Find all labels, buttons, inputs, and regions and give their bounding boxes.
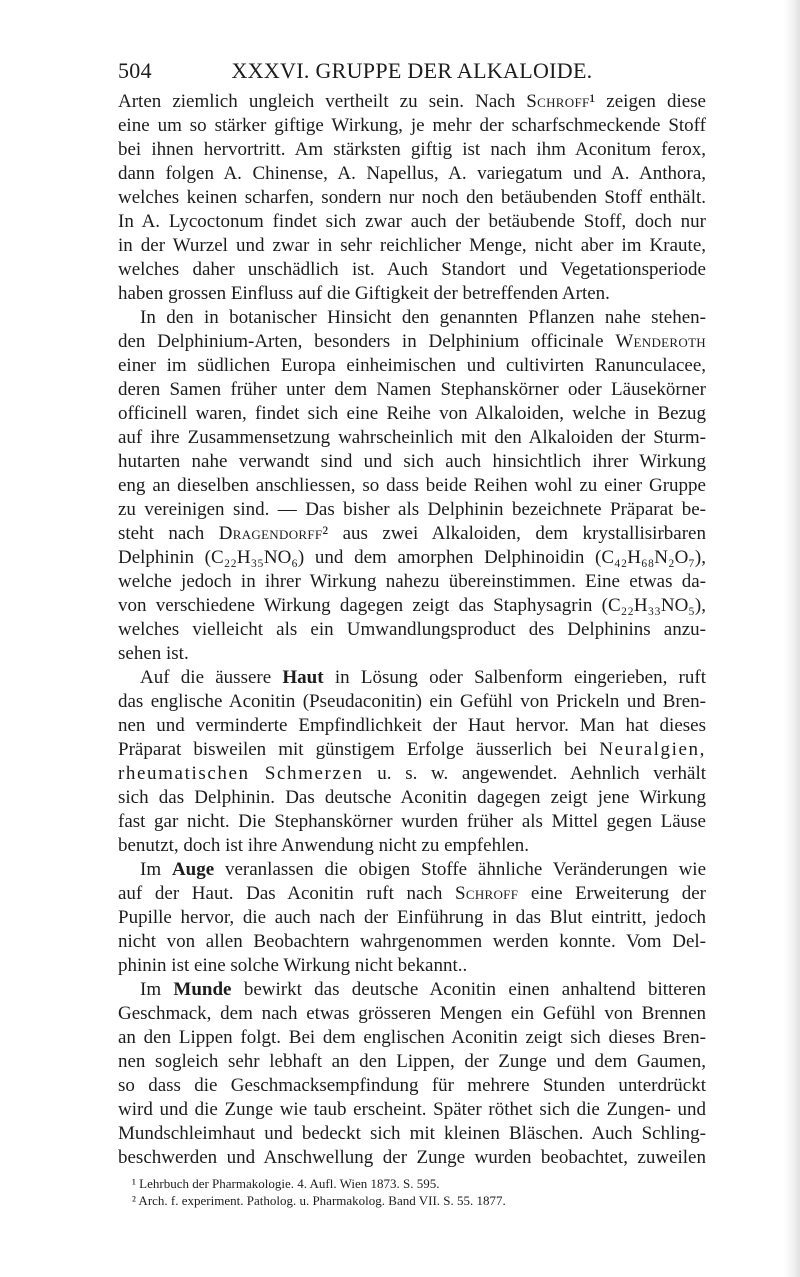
text-line: nicht von allen Beobachtern wahrgenommen werden konnte. Vom Del-	[118, 931, 706, 952]
footnote-1: ¹ Lehrbuch der Pharmakologie. 4. Aufl. Wien 1873. S. 595.	[132, 1176, 440, 1191]
text-line: welches vielleicht als ein Umwandlungsproduct des Delphinins anzu-	[118, 619, 706, 640]
text-line: einer im südlichen Europa einheimischen und cultivirten Ranunculacee,	[118, 355, 706, 376]
text-line: Präparat bisweilen mit günstigem Erfolge äusserlich bei Neuralgien,	[118, 739, 706, 760]
text-line: den Delphinium-Arten, besonders in Delphinium officinale Wenderoth	[118, 331, 706, 352]
text-line: Mundschleimhaut und bedeckt sich mit kleinen Bläschen. Auch Schling-	[118, 1123, 706, 1144]
text-line: eine um so stärker giftige Wirkung, je mehr der scharfschmeckende Stoff	[118, 115, 706, 136]
text-line: hutarten nahe verwandt sind und sich auch hinsichtlich ihrer Wirkung	[118, 451, 706, 472]
text-line: benutzt, doch ist ihre Anwendung nicht zu empfehlen.	[118, 835, 530, 856]
author-name: Wenderoth	[615, 331, 706, 352]
text-line: welche jedoch in ihrer Wirkung nahezu übereinstimmen. Eine etwas da-	[118, 571, 706, 592]
text-line: nen sogleich sehr lebhaft an den Lippen, der Zunge und dem Gaumen,	[118, 1051, 706, 1072]
text-line: auf ihre Zusammensetzung wahrscheinlich mit den Alkaloiden der Sturm-	[118, 427, 706, 448]
text-line: sich das Delphinin. Das deutsche Aconitin dagegen zeigt jene Wirkung	[118, 787, 706, 808]
text-line: Im Munde bewirkt das deutsche Aconitin einen anhaltend bitteren	[140, 979, 706, 1000]
text-line: phinin ist eine solche Wirkung nicht bekannt..	[118, 955, 468, 976]
text-line: rheumatischen Schmerzen u. s. w. angewendet. Aehnlich verhält	[118, 763, 707, 784]
text-line: von verschiedene Wirkung dagegen zeigt das Staphysagrin (C₂₂H₃₃NO₅),	[118, 595, 706, 616]
text-line: nen und verminderte Empfindlichkeit der Haut hervor. Man hat dieses	[118, 715, 706, 736]
text-line: eng an dieselben anschliessen, so dass beide Reihen wohl zu einer Gruppe	[118, 475, 706, 496]
keyword-munde: Munde	[173, 979, 232, 1000]
text-line: Delphinin (C₂₂H₃₅NO₆) und dem amorphen Delphinoidin (C₄₂H₆₈N₂O₇),	[118, 547, 706, 568]
running-title: XXXVI. GRUPPE DER ALKALOIDE.	[231, 58, 593, 83]
footnotes	[118, 1175, 706, 1209]
text-line: deren Samen früher unter dem Namen Stephanskörner oder Läusekörner	[118, 379, 706, 400]
text-line: sehen ist.	[118, 643, 189, 664]
text-line: an den Lippen folgt. Bei dem englischen Aconitin zeigt sich dieses Bren-	[118, 1027, 706, 1048]
text-line: officinell waren, findet sich eine Reihe von Alkaloiden, welche in Bezug	[118, 403, 706, 424]
text-line: fast gar nicht. Die Stephanskörner wurden früher als Mittel gegen Läuse	[118, 811, 706, 832]
running-header	[118, 58, 706, 86]
text-line: wird und die Zunge wie taub erscheint. Später röthet sich die Zungen- und	[118, 1099, 706, 1120]
spaced-term: Neuralgien,	[599, 739, 706, 760]
text-line: haben grossen Einfluss auf die Giftigkeit der betreffenden Arten.	[118, 283, 610, 304]
text-line: Im Auge veranlassen die obigen Stoffe ähnliche Veränderungen wie	[140, 859, 707, 880]
keyword-auge: Auge	[171, 859, 215, 880]
text-line: auf der Haut. Das Aconitin ruft nach Schroff eine Erweiterung der	[118, 883, 706, 904]
keyword-haut: Haut	[282, 667, 324, 688]
text-line: steht nach Dragendorff² aus zwei Alkaloiden, dem krystallisirbaren	[118, 523, 706, 544]
author-name: Schroff	[455, 883, 519, 904]
text-line: dann folgen A. Chinense, A. Napellus, A. variegatum und A. Anthora,	[118, 163, 706, 184]
text-line: zu vereinigen sind. — Das bisher als Delphinin bezeichnete Präparat be-	[118, 499, 706, 520]
author-name: Schroff	[526, 91, 590, 112]
text-line: Geschmack, dem nach etwas grösseren Mengen ein Gefühl von Brennen	[118, 1003, 706, 1024]
page-gutter-shadow	[784, 0, 800, 1277]
body-text	[118, 90, 706, 1170]
text-line: In A. Lycoctonum findet sich zwar auch der betäubende Stoff, doch nur	[118, 211, 706, 232]
text-line: welches daher unschädlich ist. Auch Standort und Vegetationsperiode	[118, 259, 706, 280]
author-name: Dragendorff	[218, 523, 323, 544]
text-line: Auf die äussere Haut in Lösung oder Salbenform eingerieben, ruft	[140, 667, 706, 688]
text-line: so dass die Geschmacksempfindung für mehrere Stunden unterdrückt	[118, 1075, 706, 1096]
text-line: beschwerden und Anschwellung der Zunge wurden beobachtet, zuweilen	[118, 1147, 706, 1168]
footnote-2: ² Arch. f. experiment. Patholog. u. Pharmakolog. Band VII. S. 55. 1877.	[132, 1193, 506, 1208]
text-line: das englische Aconitin (Pseudaconitin) ein Gefühl von Prickeln und Bren-	[118, 691, 706, 712]
text-line: bei ihnen hervortritt. Am stärksten giftig ist nach ihm Aconitum ferox,	[118, 139, 706, 160]
text-line: Arten ziemlich ungleich vertheilt zu sein. Nach Schroff¹ zeigen diese	[118, 91, 706, 112]
text-line: welches keinen scharfen, sondern nur noch den betäubenden Stoff enthält.	[118, 187, 706, 208]
text-line: Pupille hervor, die auch nach der Einführung in das Blut eintritt, jedoch	[118, 907, 706, 928]
spaced-term: rheumatischen Schmerzen	[118, 763, 364, 784]
text-line: in der Wurzel und zwar in sehr reichlicher Menge, nicht aber im Kraute,	[118, 235, 706, 256]
page-number: 504	[118, 58, 152, 83]
text-line: In den in botanischer Hinsicht den genannten Pflanzen nahe stehen-	[140, 307, 706, 328]
